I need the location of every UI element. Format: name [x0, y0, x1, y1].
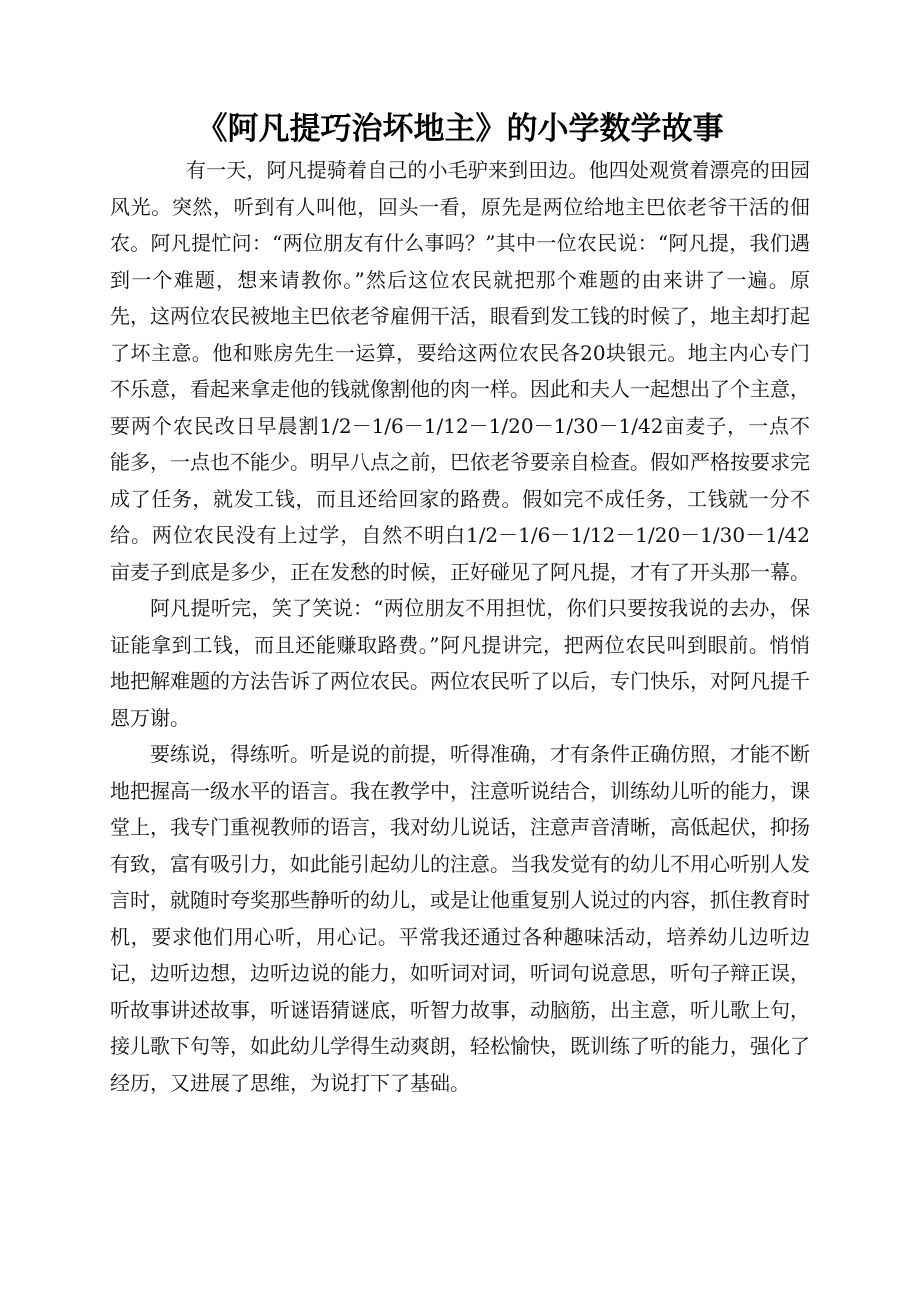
paragraph-afanti-reply: 阿凡提听完，笑了笑说：“两位朋友不用担忧，你们只要按我说的去办，保证能拿到工钱，而且还能赚取路费。”阿凡提讲完，把两位农民叫到眼前。悄悄地把解难题的方法告诉了两位农民。两位农民听了以后，专门快乐，对阿凡提千恩万谢。: [110, 596, 810, 730]
paragraph-story-setup: 有一天，阿凡提骑着自己的小毛驴来到田边。他四处观赏着漂亮的田园风光。突然，听到有人叫他，回头一看，原先是两位给地主巴依老爷干活的佃农。阿凡提忙问：“两位朋友有什么事吗？”其中一位农民说：“阿凡提，我们遇到一个难题，想来请教你。”然后这位农民就把那个难题的由来讲了一遍。原先，这两位农民被地主巴依老爷雇佣干活，眼看到发工钱的时候了，地主却打起了坏主意。他和账房先生一运算，要给这两位农民各20块银元。地主内心专门不乐意，看起来拿走他的钱就像割他的肉一样。因此和夫人一起想出了个主意，要两个农民改日早晨割1/2－1/6－1/12－1/20－1/30－1/42亩麦子，一点不能多，一点也不能少。明早八点之前，巴依老爷要亲自检查。假如严格按要求完成了任务，就发工钱，而且还给回家的路费。假如完不成任务，工钱就一分不给。两位农民没有上过学，自然不明白1/2－1/6－1/12－1/20－1/30－1/42亩麦子到底是多少，正在发愁的时候，正好碰见了阿凡提，才有了开头那一幕。: [110, 158, 810, 584]
paragraph-listening-practice: 要练说，得练听。听是说的前提，听得准确，才有条件正确仿照，才能不断地把握高一级水平的语言。我在教学中，注意听说结合，训练幼儿听的能力，课堂上，我专门重视教师的语言，我对幼儿说话，注意声音清晰，高低起伏，抑扬有致，富有吸引力，如此能引起幼儿的注意。当我发觉有的幼儿不用心听别人发言时，就随时夸奖那些静听的幼儿，或是让他重复别人说过的内容，抓住教育时机，要求他们用心听，用心记。平常我还通过各种趣味活动，培养幼儿边听边记，边听边想，边听边说的能力，如听词对词，听词句说意思，听句子辩正误，听故事讲述故事，听谜语猜谜底，听智力故事，动脑筋，出主意，听儿歌上句，接儿歌下句等，如此幼儿学得生动爽朗，轻松愉快，既训练了听的能力，强化了经历，又进展了思维，为说打下了基础。: [110, 742, 810, 1095]
document-body: [110, 152, 810, 1101]
document-title: 《阿凡提巧治坏地主》的小学数学故事: [196, 111, 724, 147]
